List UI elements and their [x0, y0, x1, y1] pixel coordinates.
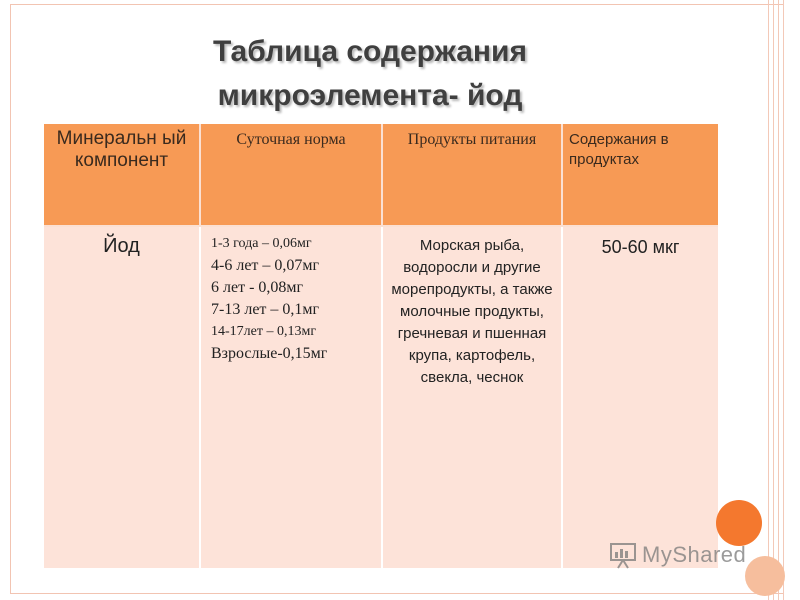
frame-line — [778, 0, 779, 600]
slide-title-line1: Таблица содержания — [212, 35, 528, 68]
header-food-products — [382, 124, 562, 226]
norm-item: 7-13 лет – 0,1мг — [211, 301, 320, 318]
norm-item: Взрослые-0,15мг — [211, 345, 328, 362]
header-mineral-label: Минеральн ый компонент — [56, 128, 187, 171]
cell-amount — [562, 226, 718, 568]
header-mineral — [44, 124, 200, 226]
mineral-name: Йод — [103, 235, 140, 257]
header-daily-norm — [200, 124, 382, 226]
decorative-circle-small — [745, 556, 785, 596]
products-text: Морская рыба, водоросли и другие морепродукты, а также молочные продукты, гречневая и пшенная крупа, картофель, свекла, чеснок — [391, 237, 553, 386]
amount-text: 50-60 мкг — [601, 237, 680, 257]
cell-products — [382, 226, 562, 568]
presentation-screen-icon — [608, 540, 638, 570]
header-food-products-label: Продукты питания — [407, 131, 537, 148]
cell-norms — [200, 226, 382, 568]
slide-title — [130, 30, 610, 118]
slide-title-line2: микроэлемента- йод — [217, 79, 523, 112]
frame-line — [768, 0, 769, 600]
iodine-table — [44, 124, 718, 568]
watermark-text: MyShared — [642, 542, 747, 567]
table-header-row — [44, 124, 718, 226]
frame-line — [773, 0, 774, 600]
header-content — [562, 124, 718, 226]
norm-item: 1-3 года – 0,06мг — [211, 236, 312, 251]
norm-item: 14-17лет – 0,13мг — [211, 324, 317, 339]
table-row — [44, 226, 718, 568]
norm-item: 4-6 лет – 0,07мг — [211, 257, 320, 274]
norms-list — [207, 233, 375, 365]
cell-mineral — [44, 226, 200, 568]
myshared-watermark — [608, 538, 746, 572]
header-content-label: Содержания в продуктах — [569, 131, 669, 168]
header-daily-norm-label: Суточная норма — [236, 131, 346, 148]
frame-line — [783, 0, 784, 600]
norm-item: 6 лет - 0,08мг — [211, 279, 304, 296]
